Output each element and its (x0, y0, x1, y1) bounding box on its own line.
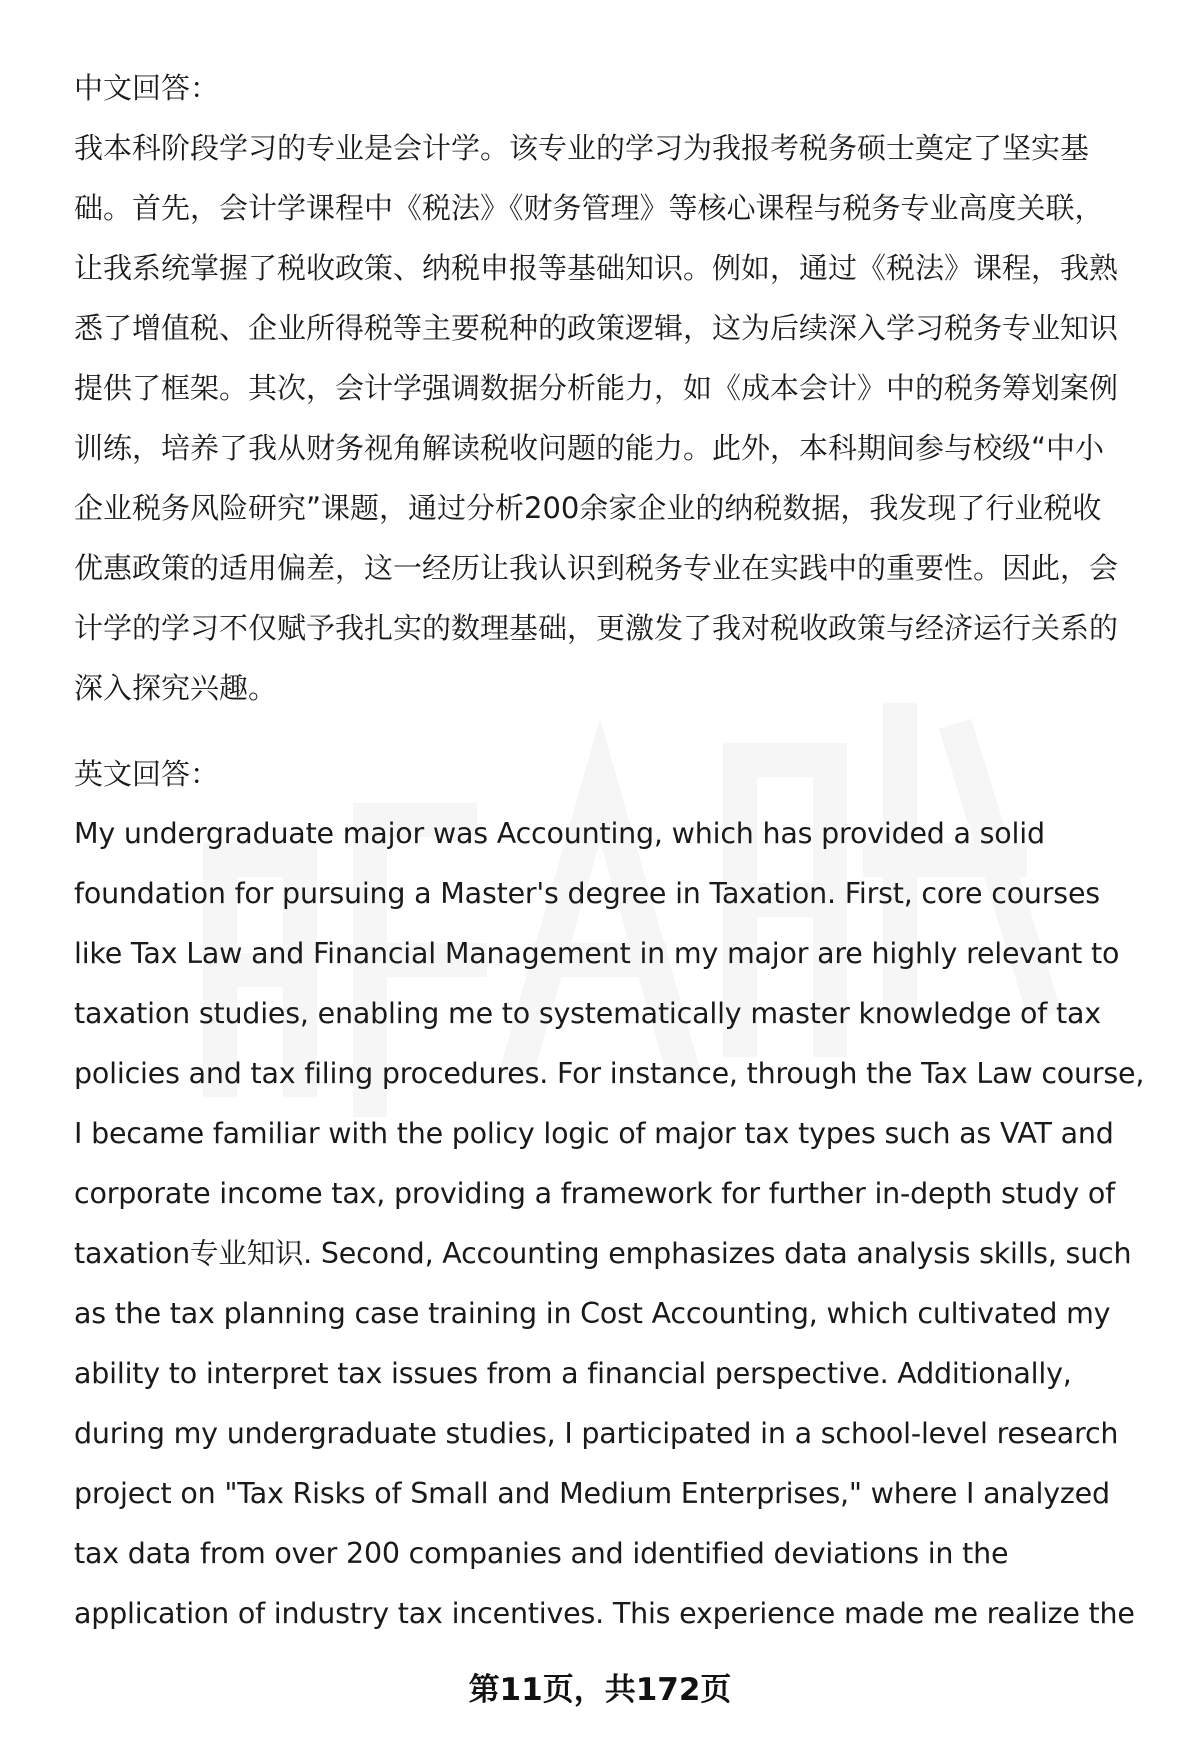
english-answer-section (74, 744, 1152, 1644)
english-answer-line: application of industry tax incentives. This experience made me realize the (74, 1597, 1135, 1630)
english-answer-line: I became familiar with the policy logic of major tax types such as VAT and (74, 1117, 1114, 1150)
chinese-answer-line: 企业税务风险研究”课题，通过分析200余家企业的纳税数据，我发现了行业税收 (74, 491, 1102, 525)
english-answer-line: policies and tax filing procedures. For instance, through the Tax Law course, (74, 1057, 1145, 1090)
chinese-answer-line: 优惠政策的适用偏差，这一经历让我认识到税务专业在实践中的重要性。因此，会 (74, 551, 1119, 585)
english-answer-line: corporate income tax, providing a framework for further in-depth study of (74, 1177, 1115, 1210)
english-answer-line: like Tax Law and Financial Management in my major are highly relevant to (74, 937, 1120, 970)
chinese-answer-section (74, 58, 1152, 718)
chinese-answer-line: 让我系统掌握了税收政策、纳税申报等基础知识。例如，通过《税法》课程，我熟 (74, 251, 1119, 285)
english-answer-line: ability to interpret tax issues from a financial perspective. Additionally, (74, 1357, 1072, 1390)
english-answer-line: taxation专业知识. Second, Accounting emphasizes data analysis skills, such (74, 1237, 1132, 1270)
chinese-answer-line: 提供了框架。其次，会计学强调数据分析能力，如《成本会计》中的税务筹划案例 (74, 371, 1119, 405)
english-answer-line: project on "Tax Risks of Small and Medium Enterprises," where I analyzed (74, 1477, 1110, 1510)
english-answer-line: tax data from over 200 companies and identified deviations in the (74, 1537, 1009, 1570)
chinese-answer-line: 深入探究兴趣。 (74, 671, 278, 705)
chinese-answer-line: 悉了增值税、企业所得税等主要税种的政策逻辑，这为后续深入学习税务专业知识 (74, 311, 1119, 345)
chinese-answer-line: 训练，培养了我从财务视角解读税收问题的能力。此外，本科期间参与校级“中小 (74, 431, 1105, 465)
english-answer-line: as the tax planning case training in Cost Accounting, which cultivated my (74, 1297, 1111, 1330)
english-answer-line: taxation studies, enabling me to systematically master knowledge of tax (74, 997, 1101, 1030)
page-number-footer: 第11页，共172页 (468, 1672, 732, 1708)
document-body (74, 58, 1152, 1644)
section-spacer (74, 718, 1152, 744)
chinese-answer-line: 础。首先，会计学课程中《税法》《财务管理》等核心课程与税务专业高度关联， (74, 191, 1104, 225)
english-answer-line: My undergraduate major was Accounting, which has provided a solid (74, 817, 1045, 850)
chinese-answer-line: 我本科阶段学习的专业是会计学。该专业的学习为我报考税务硕士奠定了坚实基 (74, 131, 1090, 165)
english-answer-heading: 英文回答： (74, 757, 220, 791)
english-answer-line: during my undergraduate studies, I participated in a school-level research (74, 1417, 1119, 1450)
chinese-answer-line: 计学的学习不仅赋予我扎实的数理基础，更激发了我对税收政策与经济运行关系的 (74, 611, 1119, 645)
english-answer-line: foundation for pursuing a Master's degree in Taxation. First, core courses (74, 877, 1100, 910)
chinese-answer-heading: 中文回答： (74, 71, 220, 105)
